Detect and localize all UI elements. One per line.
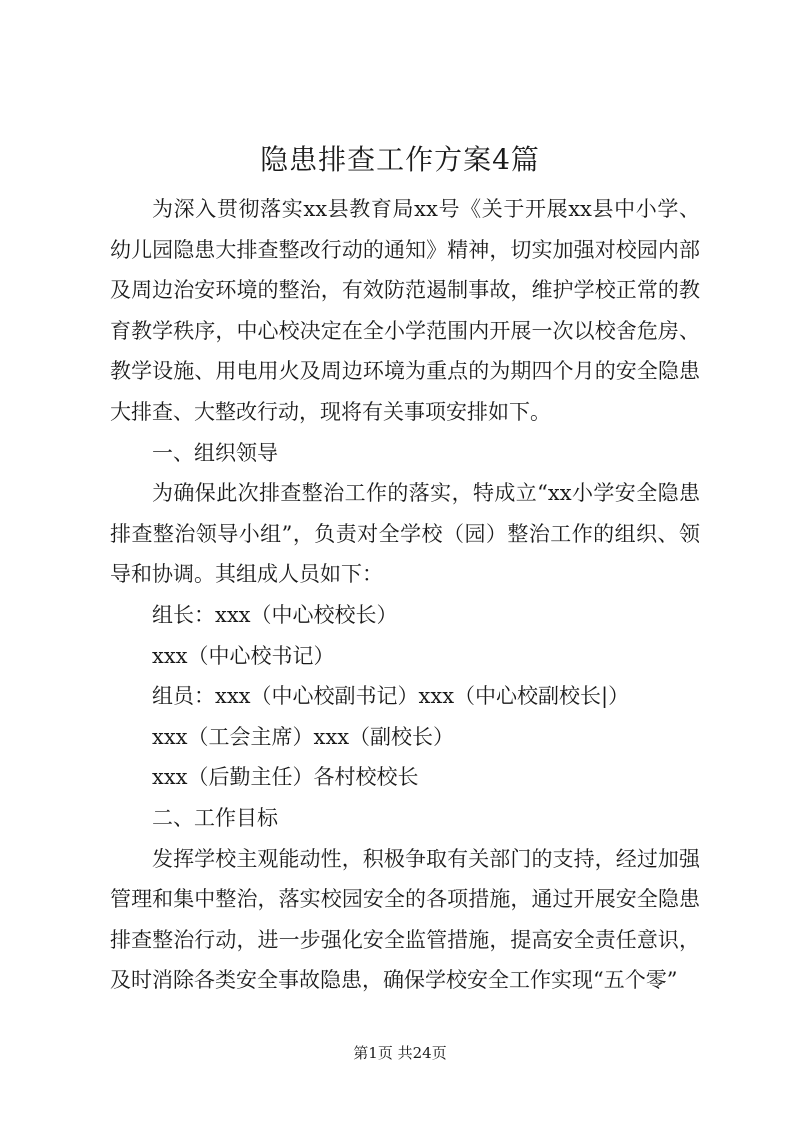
member-line-members: 组员：xxx（中心校副书记）xxx（中心校副校长|）	[152, 684, 630, 709]
page-number-label: 第1页 共24页	[353, 1044, 447, 1062]
goals-paragraph: 发挥学校主观能动性，积极争取有关部门的支持，经过加强管理和集中整治，落实校园安全的各项措施，通过开展安全隐患排查整治行动，进一步强化安全监管措施，提高安全责任意识，及时消除各类安全事故隐患，确保学校安全工作实现“五个零”	[110, 846, 700, 993]
section-heading-goals: 二、工作目标	[152, 805, 278, 830]
intro-paragraph: 为深入贯彻落实xx县教育局xx号《关于开展xx县中小学、幼儿园隐患大排查整改行动的通知》精神，切实加强对校园内部及周边治安环境的整治，有效防范遏制事故，维护学校正常的教育教学秩序，中心校决定在全小学范围内开展一次以校舍危房、教学设施、用电用火及周边环境为重点的为期四个月的安全隐患大排查、大整改行动，现将有关事项安排如下。	[110, 197, 700, 424]
member-line-logistics: xxx（后勤主任）各村校校长	[152, 765, 419, 790]
member-line-secretary: xxx（中心校书记）	[152, 643, 335, 668]
document-body	[110, 189, 700, 1001]
document-title: 隐患排查工作方案4篇	[260, 143, 540, 176]
section-heading-organization: 一、组织领导	[152, 440, 278, 465]
organization-paragraph: 为确保此次排查整治工作的落实，特成立“xx小学安全隐患排查整治领导小组”，负责对全学校（园）整治工作的组织、领导和协调。其组成人员如下：	[110, 481, 700, 587]
member-line-union: xxx（工会主席）xxx（副校长）	[152, 724, 455, 749]
member-line-leader: 组长：xxx（中心校校长）	[152, 602, 398, 627]
page-footer	[0, 1043, 800, 1063]
